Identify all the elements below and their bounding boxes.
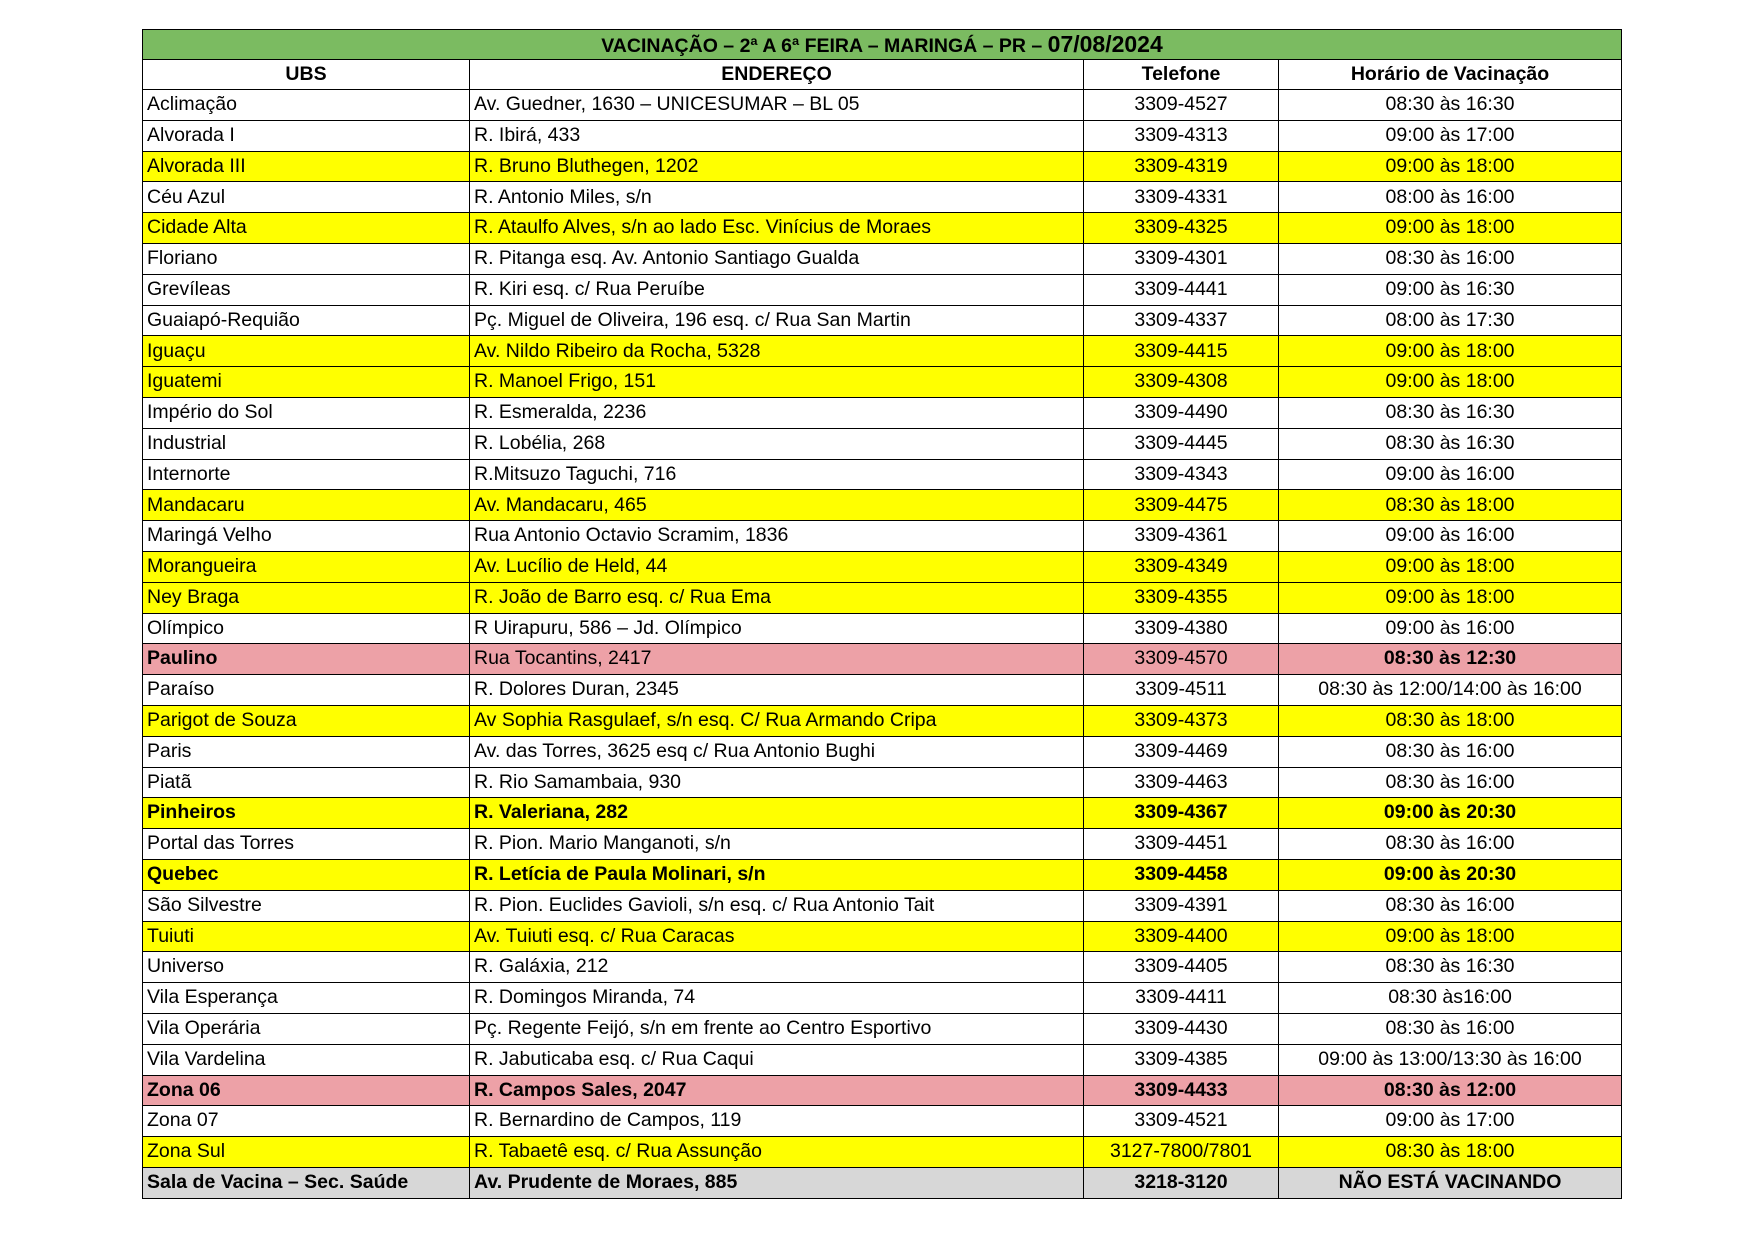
cell-hours: 09:00 às 17:00 — [1279, 120, 1622, 151]
vaccination-table — [142, 29, 1622, 1199]
cell-hours: 08:30 às16:00 — [1279, 983, 1622, 1014]
cell-ubs: Império do Sol — [143, 397, 470, 428]
cell-phone: 3309-4521 — [1084, 1106, 1279, 1137]
cell-phone: 3309-4349 — [1084, 551, 1279, 582]
cell-ubs: Parigot de Souza — [143, 705, 470, 736]
cell-ubs: Zona 06 — [143, 1075, 470, 1106]
cell-ubs: Paraíso — [143, 675, 470, 706]
cell-address: R. Ibirá, 433 — [470, 120, 1084, 151]
table-row — [143, 983, 1622, 1014]
cell-hours: 08:30 às 16:00 — [1279, 829, 1622, 860]
cell-hours: 09:00 às 18:00 — [1279, 151, 1622, 182]
cell-address: R. Valeriana, 282 — [470, 798, 1084, 829]
cell-address: R. Jabuticaba esq. c/ Rua Caqui — [470, 1044, 1084, 1075]
table-row — [143, 521, 1622, 552]
table-row — [143, 120, 1622, 151]
table-title — [143, 30, 1622, 60]
cell-hours: 08:30 às 18:00 — [1279, 705, 1622, 736]
table-row — [143, 459, 1622, 490]
table-row — [143, 859, 1622, 890]
table-row — [143, 274, 1622, 305]
cell-address: Rua Tocantins, 2417 — [470, 644, 1084, 675]
cell-hours: 08:30 às 18:00 — [1279, 490, 1622, 521]
cell-address: R. Campos Sales, 2047 — [470, 1075, 1084, 1106]
cell-hours: 09:00 às 18:00 — [1279, 213, 1622, 244]
cell-hours: 08:30 às 16:00 — [1279, 767, 1622, 798]
table-row — [143, 1137, 1622, 1168]
cell-ubs: Quebec — [143, 859, 470, 890]
cell-ubs: Paulino — [143, 644, 470, 675]
cell-hours: 09:00 às 18:00 — [1279, 336, 1622, 367]
cell-ubs: Céu Azul — [143, 182, 470, 213]
cell-hours: 09:00 às 16:00 — [1279, 521, 1622, 552]
cell-hours: 09:00 às 16:00 — [1279, 613, 1622, 644]
table-row — [143, 90, 1622, 121]
cell-address: R. Pion. Mario Manganoti, s/n — [470, 829, 1084, 860]
table-row — [143, 582, 1622, 613]
table-row — [143, 397, 1622, 428]
cell-address: Pç. Miguel de Oliveira, 196 esq. c/ Rua San Martin — [470, 305, 1084, 336]
cell-hours: 08:30 às 16:00 — [1279, 736, 1622, 767]
cell-hours: 08:30 às 12:00/14:00 às 16:00 — [1279, 675, 1622, 706]
cell-address: Av. Lucílio de Held, 44 — [470, 551, 1084, 582]
table-row — [143, 551, 1622, 582]
cell-ubs: Alvorada III — [143, 151, 470, 182]
cell-hours: 08:30 às 16:30 — [1279, 90, 1622, 121]
table-row — [143, 1013, 1622, 1044]
cell-phone: 3309-4511 — [1084, 675, 1279, 706]
title-prefix: VACINAÇÃO – 2ª A 6ª FEIRA – MARINGÁ – PR – — [601, 34, 1048, 57]
cell-ubs: Ney Braga — [143, 582, 470, 613]
cell-ubs: Morangueira — [143, 551, 470, 582]
table-row — [143, 336, 1622, 367]
table-row — [143, 213, 1622, 244]
cell-hours: 09:00 às 18:00 — [1279, 582, 1622, 613]
table-row — [143, 305, 1622, 336]
cell-hours: 09:00 às 13:00/13:30 às 16:00 — [1279, 1044, 1622, 1075]
cell-address: R. Ataulfo Alves, s/n ao lado Esc. Vinícius de Moraes — [470, 213, 1084, 244]
cell-phone: 3309-4355 — [1084, 582, 1279, 613]
cell-hours: NÃO ESTÁ VACINANDO — [1279, 1167, 1622, 1198]
cell-ubs: Cidade Alta — [143, 213, 470, 244]
cell-phone: 3309-4400 — [1084, 921, 1279, 952]
cell-phone: 3309-4469 — [1084, 736, 1279, 767]
cell-address: R Uirapuru, 586 – Jd. Olímpico — [470, 613, 1084, 644]
cell-phone: 3309-4441 — [1084, 274, 1279, 305]
cell-phone: 3218-3120 — [1084, 1167, 1279, 1198]
cell-ubs: Iguatemi — [143, 367, 470, 398]
cell-phone: 3309-4445 — [1084, 428, 1279, 459]
cell-address: R. Dolores Duran, 2345 — [470, 675, 1084, 706]
cell-ubs: Guaiapó-Requião — [143, 305, 470, 336]
table-row — [143, 428, 1622, 459]
cell-address: Pç. Regente Feijó, s/n em frente ao Centro Esportivo — [470, 1013, 1084, 1044]
cell-ubs: Mandacaru — [143, 490, 470, 521]
cell-ubs: Pinheiros — [143, 798, 470, 829]
cell-phone: 3309-4415 — [1084, 336, 1279, 367]
cell-address: R. Pion. Euclides Gavioli, s/n esq. c/ Rua Antonio Tait — [470, 890, 1084, 921]
cell-hours: 08:00 às 17:30 — [1279, 305, 1622, 336]
cell-phone: 3309-4527 — [1084, 90, 1279, 121]
cell-phone: 3309-4380 — [1084, 613, 1279, 644]
cell-ubs: Vila Esperança — [143, 983, 470, 1014]
cell-hours: 09:00 às 16:00 — [1279, 459, 1622, 490]
cell-address: Av. Tuiuti esq. c/ Rua Caracas — [470, 921, 1084, 952]
table-row — [143, 1167, 1622, 1198]
cell-address: R. Rio Samambaia, 930 — [470, 767, 1084, 798]
table-row — [143, 798, 1622, 829]
cell-address: R. Bruno Bluthegen, 1202 — [470, 151, 1084, 182]
cell-phone: 3309-4475 — [1084, 490, 1279, 521]
header-phone: Telefone — [1084, 60, 1279, 90]
table-row — [143, 367, 1622, 398]
cell-hours: 09:00 às 17:00 — [1279, 1106, 1622, 1137]
header-hours: Horário de Vacinação — [1279, 60, 1622, 90]
table-row — [143, 490, 1622, 521]
cell-hours: 08:30 às 16:30 — [1279, 952, 1622, 983]
cell-address: Av. das Torres, 3625 esq c/ Rua Antonio Bughi — [470, 736, 1084, 767]
cell-address: R. João de Barro esq. c/ Rua Ema — [470, 582, 1084, 613]
cell-hours: 09:00 às 18:00 — [1279, 367, 1622, 398]
cell-address: R. Bernardino de Campos, 119 — [470, 1106, 1084, 1137]
table-row — [143, 182, 1622, 213]
cell-ubs: Industrial — [143, 428, 470, 459]
cell-phone: 3309-4391 — [1084, 890, 1279, 921]
header-ubs: UBS — [143, 60, 470, 90]
cell-hours: 08:30 às 16:00 — [1279, 890, 1622, 921]
cell-ubs: Vila Operária — [143, 1013, 470, 1044]
cell-hours: 08:30 às 12:30 — [1279, 644, 1622, 675]
table-row — [143, 151, 1622, 182]
title-date: 07/08/2024 — [1047, 30, 1163, 57]
cell-phone: 3309-4463 — [1084, 767, 1279, 798]
cell-address: Rua Antonio Octavio Scramim, 1836 — [470, 521, 1084, 552]
cell-phone: 3309-4433 — [1084, 1075, 1279, 1106]
cell-phone: 3309-4313 — [1084, 120, 1279, 151]
cell-phone: 3309-4308 — [1084, 367, 1279, 398]
table-row — [143, 644, 1622, 675]
cell-address: R. Manoel Frigo, 151 — [470, 367, 1084, 398]
cell-address: Av Sophia Rasgulaef, s/n esq. C/ Rua Armando Cripa — [470, 705, 1084, 736]
cell-address: R. Letícia de Paula Molinari, s/n — [470, 859, 1084, 890]
cell-address: R. Antonio Miles, s/n — [470, 182, 1084, 213]
cell-hours: 09:00 às 18:00 — [1279, 921, 1622, 952]
cell-ubs: Iguaçu — [143, 336, 470, 367]
cell-phone: 3309-4337 — [1084, 305, 1279, 336]
cell-address: R. Galáxia, 212 — [470, 952, 1084, 983]
cell-ubs: Paris — [143, 736, 470, 767]
cell-hours: 09:00 às 18:00 — [1279, 551, 1622, 582]
table-row — [143, 952, 1622, 983]
cell-hours: 08:30 às 18:00 — [1279, 1137, 1622, 1168]
table-row — [143, 243, 1622, 274]
cell-ubs: Zona Sul — [143, 1137, 470, 1168]
cell-ubs: Olímpico — [143, 613, 470, 644]
header-address: ENDEREÇO — [470, 60, 1084, 90]
cell-hours: 08:30 às 16:30 — [1279, 397, 1622, 428]
cell-phone: 3309-4373 — [1084, 705, 1279, 736]
cell-ubs: Aclimação — [143, 90, 470, 121]
cell-address: Av. Mandacaru, 465 — [470, 490, 1084, 521]
cell-phone: 3309-4319 — [1084, 151, 1279, 182]
cell-hours: 08:30 às 16:30 — [1279, 428, 1622, 459]
cell-address: R. Lobélia, 268 — [470, 428, 1084, 459]
cell-phone: 3309-4367 — [1084, 798, 1279, 829]
table-row — [143, 675, 1622, 706]
cell-phone: 3309-4331 — [1084, 182, 1279, 213]
cell-phone: 3309-4411 — [1084, 983, 1279, 1014]
cell-ubs: Grevíleas — [143, 274, 470, 305]
table-row — [143, 1075, 1622, 1106]
table-row — [143, 613, 1622, 644]
cell-ubs: Zona 07 — [143, 1106, 470, 1137]
table-row — [143, 829, 1622, 860]
cell-hours: 09:00 às 20:30 — [1279, 859, 1622, 890]
cell-ubs: Piatã — [143, 767, 470, 798]
cell-ubs: Portal das Torres — [143, 829, 470, 860]
cell-phone: 3309-4490 — [1084, 397, 1279, 428]
cell-ubs: Tuiuti — [143, 921, 470, 952]
header-row — [143, 60, 1622, 90]
cell-phone: 3309-4301 — [1084, 243, 1279, 274]
cell-ubs: São Silvestre — [143, 890, 470, 921]
cell-address: R. Esmeralda, 2236 — [470, 397, 1084, 428]
cell-address: R. Pitanga esq. Av. Antonio Santiago Gualda — [470, 243, 1084, 274]
cell-hours: 09:00 às 20:30 — [1279, 798, 1622, 829]
cell-ubs: Vila Vardelina — [143, 1044, 470, 1075]
table-row — [143, 921, 1622, 952]
cell-ubs: Internorte — [143, 459, 470, 490]
table-row — [143, 705, 1622, 736]
cell-hours: 08:30 às 16:00 — [1279, 243, 1622, 274]
cell-phone: 3127-7800/7801 — [1084, 1137, 1279, 1168]
cell-ubs: Maringá Velho — [143, 521, 470, 552]
cell-ubs: Alvorada I — [143, 120, 470, 151]
cell-address: R. Domingos Miranda, 74 — [470, 983, 1084, 1014]
table-row — [143, 736, 1622, 767]
table-row — [143, 1106, 1622, 1137]
table-row — [143, 890, 1622, 921]
cell-ubs: Universo — [143, 952, 470, 983]
table-row — [143, 1044, 1622, 1075]
cell-hours: 08:30 às 16:00 — [1279, 1013, 1622, 1044]
cell-address: R.Mitsuzo Taguchi, 716 — [470, 459, 1084, 490]
cell-ubs: Sala de Vacina – Sec. Saúde — [143, 1167, 470, 1198]
cell-hours: 09:00 às 16:30 — [1279, 274, 1622, 305]
cell-phone: 3309-4325 — [1084, 213, 1279, 244]
table-row — [143, 767, 1622, 798]
cell-phone: 3309-4451 — [1084, 829, 1279, 860]
cell-phone: 3309-4405 — [1084, 952, 1279, 983]
cell-phone: 3309-4343 — [1084, 459, 1279, 490]
cell-phone: 3309-4458 — [1084, 859, 1279, 890]
cell-phone: 3309-4430 — [1084, 1013, 1279, 1044]
cell-address: R. Kiri esq. c/ Rua Peruíbe — [470, 274, 1084, 305]
cell-address: Av. Prudente de Moraes, 885 — [470, 1167, 1084, 1198]
cell-ubs: Floriano — [143, 243, 470, 274]
cell-phone: 3309-4570 — [1084, 644, 1279, 675]
cell-phone: 3309-4385 — [1084, 1044, 1279, 1075]
cell-address: Av. Guedner, 1630 – UNICESUMAR – BL 05 — [470, 90, 1084, 121]
cell-hours: 08:30 às 12:00 — [1279, 1075, 1622, 1106]
cell-address: Av. Nildo Ribeiro da Rocha, 5328 — [470, 336, 1084, 367]
title-row — [143, 30, 1622, 60]
cell-address: R. Tabaetê esq. c/ Rua Assunção — [470, 1137, 1084, 1168]
cell-hours: 08:00 às 16:00 — [1279, 182, 1622, 213]
cell-phone: 3309-4361 — [1084, 521, 1279, 552]
